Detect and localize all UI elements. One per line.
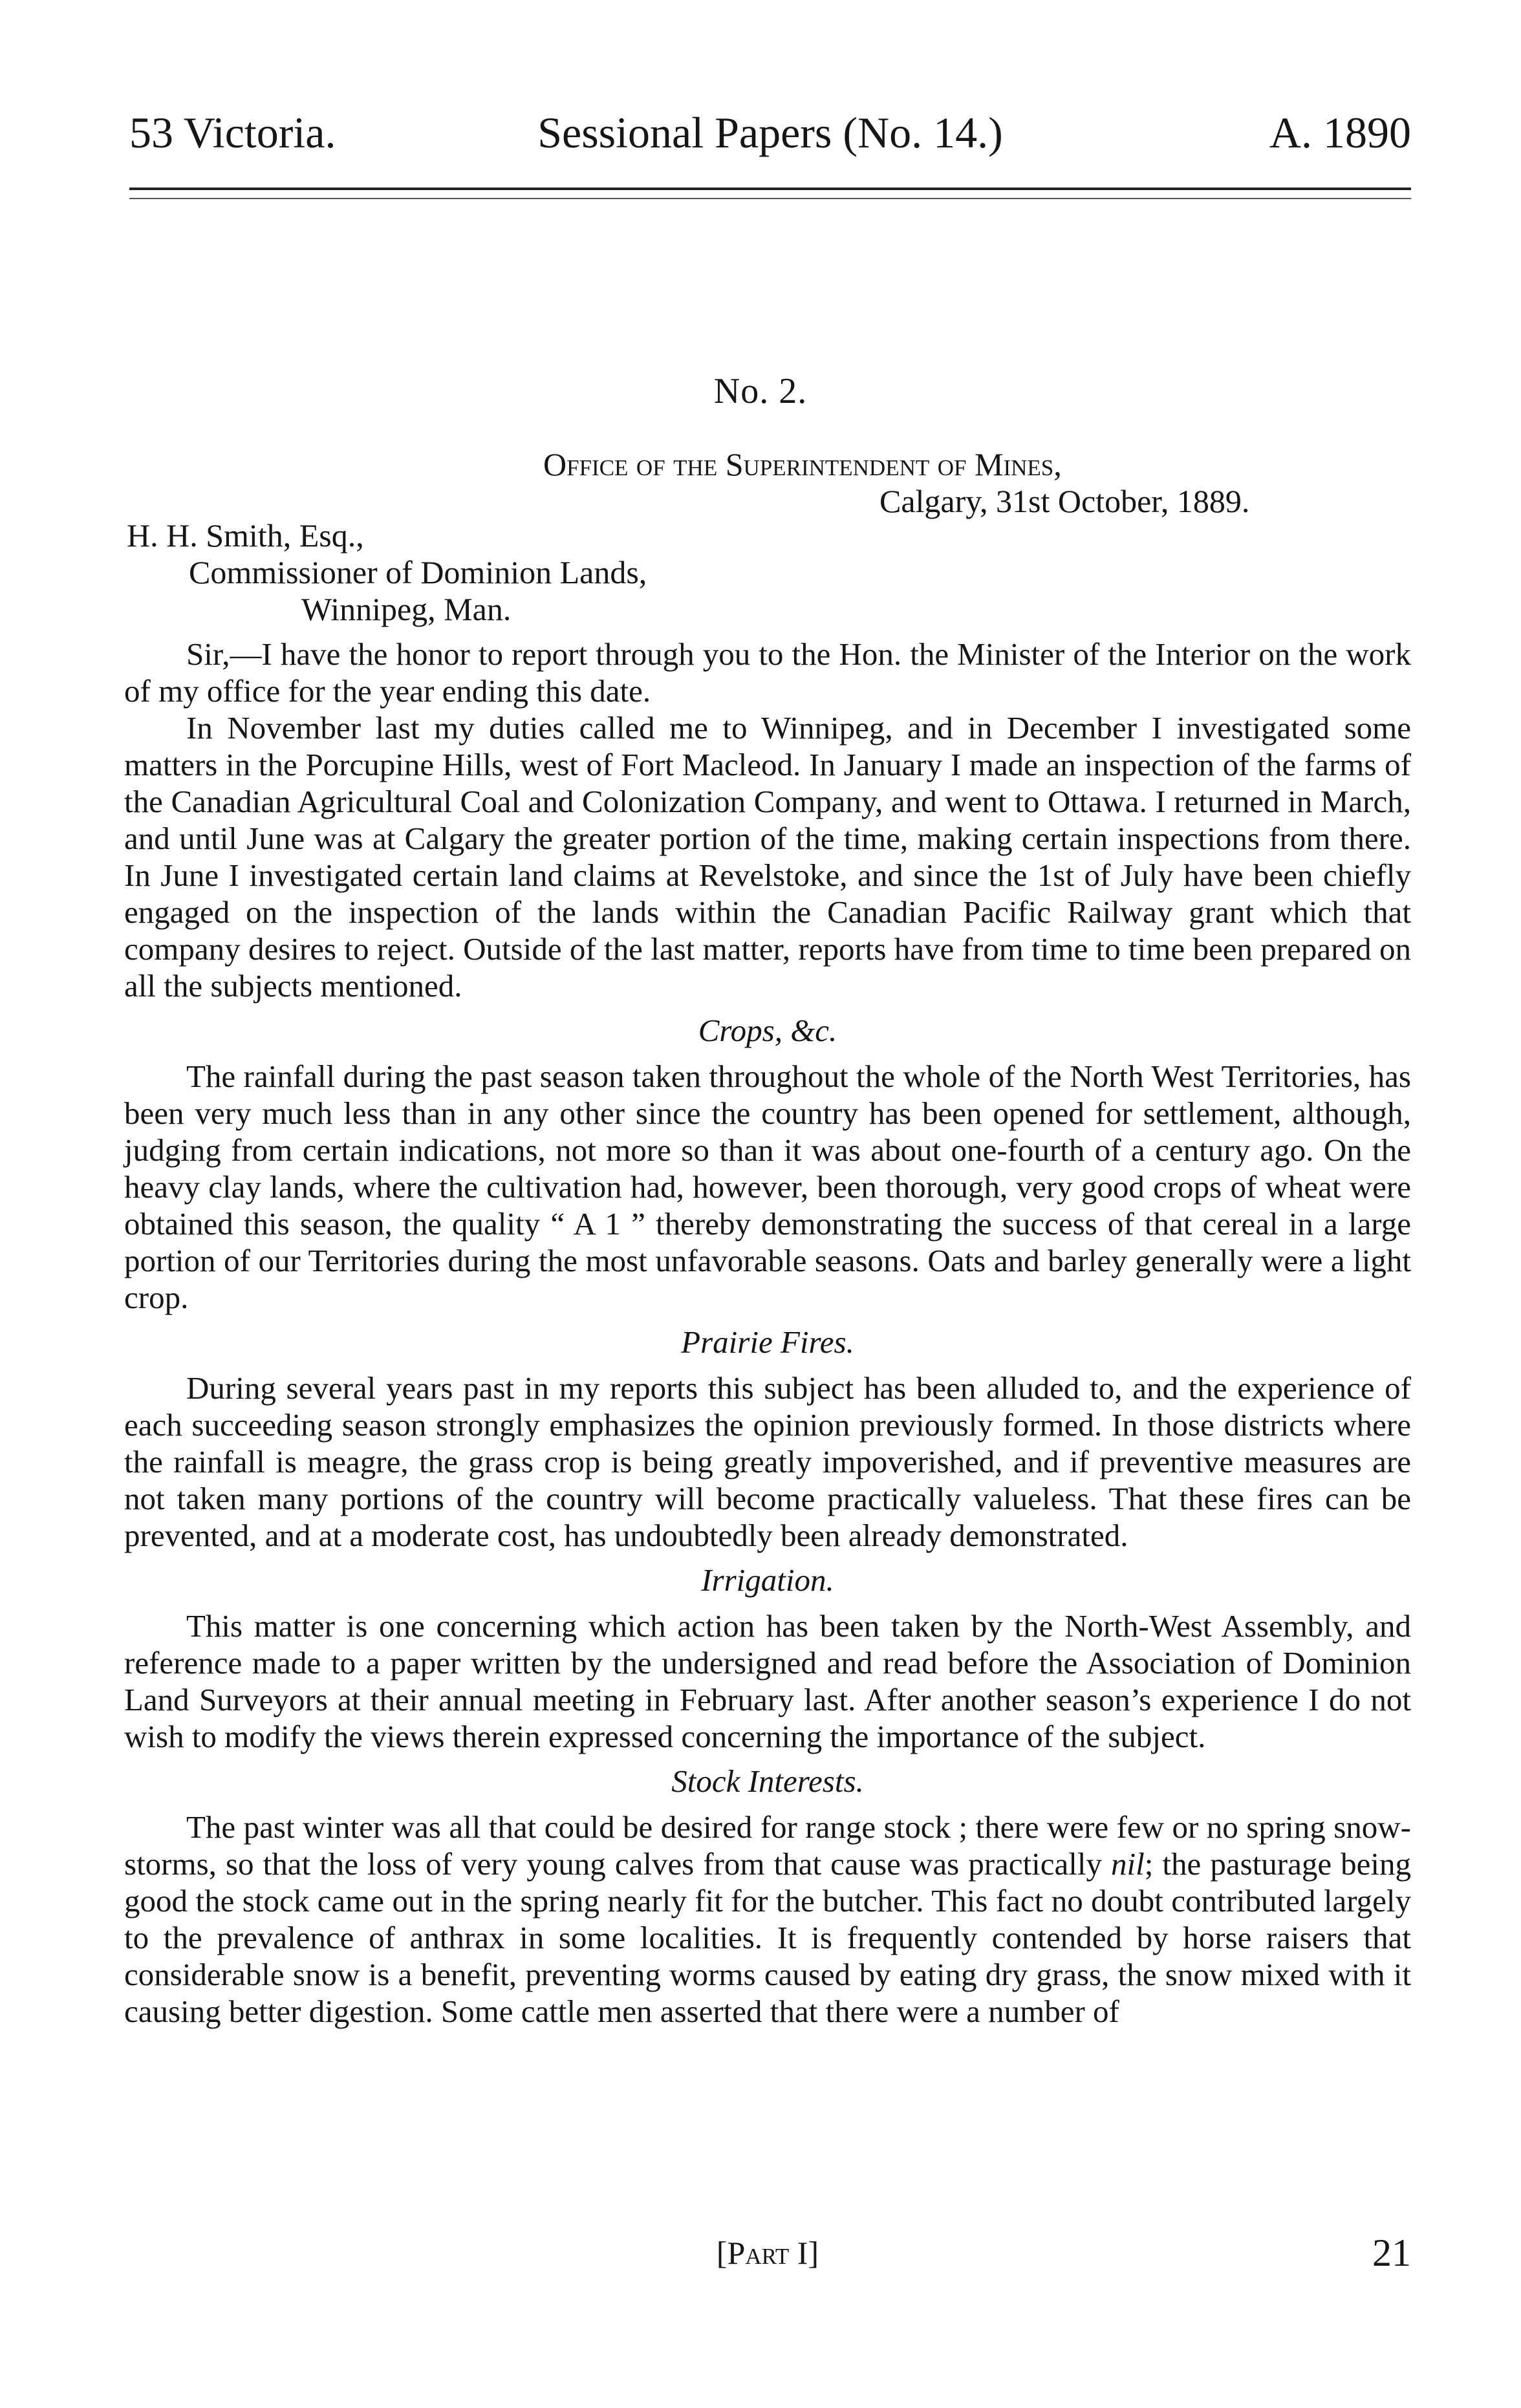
paragraph-prairie-fires: During several years past in my reports this subject has been alluded to, and the experience of each succeeding season strongly emphasizes the opinion previously formed. In those districts where the rainfall is meagre, the grass crop is being greatly impoverished, and if preventive measures are not taken many portions of the country will become practically valueless. That these fires can be prevented, and at a moderate cost, has undoubtedly been already demonstrated. <box>124 1370 1411 1553</box>
stock-text-emphasis: nil <box>1111 1846 1145 1882</box>
page-number: 21 <box>1372 2231 1411 2274</box>
page-footer <box>124 2233 1411 2272</box>
place-date <box>879 482 1249 521</box>
running-head-title: Sessional Papers (No. 14.) <box>537 108 1003 157</box>
paragraph-crops: The rainfall during the past season taken throughout the whole of the North West Territories, has been very much less than in any other since the country has been opened for settlement, although, judging from certain indications, not more so than it was about one-fourth of a century ago. On the heavy clay lands, where the cultivation had, however, been thorough, very good crops of wheat were obtained this season, the quality “ A 1 ” thereby demonstrating the success of that cereal in a large portion of our Territories during the most unfavorable seasons. Oats and barley generally were a light crop. <box>124 1059 1411 1315</box>
addressee-city: Winnipeg, Man. <box>301 591 512 627</box>
addressee-title: Commissioner of Dominion Lands, <box>189 554 647 590</box>
heading-crops: Crops, &c. <box>698 1013 837 1048</box>
addressee-name: H. H. Smith, Esq., <box>127 517 364 554</box>
paragraph-irrigation: This matter is one concerning which action has been taken by the North-West Assembly, and reference made to a paper written by the undersigned and read before the Association of Dominion Land Surveyors at their annual meeting in February last. After another season’s experience I do not wish to modify the views therein expressed concerning the importance of the subject. <box>124 1608 1411 1754</box>
letter-body <box>124 636 1411 2030</box>
paragraph-stock-interests <box>124 1809 1411 2030</box>
running-head-year: A. 1890 <box>1269 108 1411 157</box>
office-line: Office of the Superintendent of Mines, <box>543 446 1062 482</box>
heading-irrigation: Irrigation. <box>701 1562 834 1598</box>
running-head <box>129 103 1411 162</box>
header-rule-thin <box>129 198 1411 199</box>
part-marker: [Part I] <box>716 2235 819 2271</box>
header-rule-thick <box>129 188 1411 190</box>
stock-text-part1: The past winter was all that could be desired for range stock ; there were few or no spring snow-storms, so that the loss of very young calves from that cause was practically <box>124 1809 1411 1882</box>
stock-text-part2: ; the pasturage being good the stock came out in the spring nearly fit for the butcher. This fact no doubt contributed largely to the prevalence of anthrax in some localities. It is frequently contended by horse raisers that considerable snow is a benefit, preventing worms caused by eating dry grass, the snow mixed with it causing better digestion. Some cattle men asserted that there were a number of <box>124 1846 1411 2029</box>
heading-prairie-fires: Prairie Fires. <box>681 1324 854 1360</box>
paragraph-salutation: Sir,—I have the honor to report through you to the Hon. the Minister of the Interior on the work of my office for the year ending this date. <box>124 636 1411 709</box>
heading-stock-interests: Stock Interests. <box>671 1763 864 1799</box>
document-number: No. 2. <box>713 371 808 411</box>
paragraph-duties: In November last my duties called me to Winnipeg, and in December I investigated some matters in the Porcupine Hills, west of Fort Macleod. In January I made an inspection of the farms of the Canadian Agricultural Coal and Colonization Company, and went to Ottawa. I returned in March, and until June was at Calgary the greater portion of the time, making certain inspections from there. In June I investigated certain land claims at Revelstoke, and since the 1st of July have been chiefly engaged on the inspection of the lands within the Canadian Pacific Railway grant which that company desires to reject. Outside of the last matter, reports have from time to time been prepared on all the subjects mentioned. <box>124 710 1411 1004</box>
place-date-text: Calgary, 31st October, 1889. <box>879 483 1250 519</box>
running-head-volume: 53 Victoria. <box>129 108 336 157</box>
